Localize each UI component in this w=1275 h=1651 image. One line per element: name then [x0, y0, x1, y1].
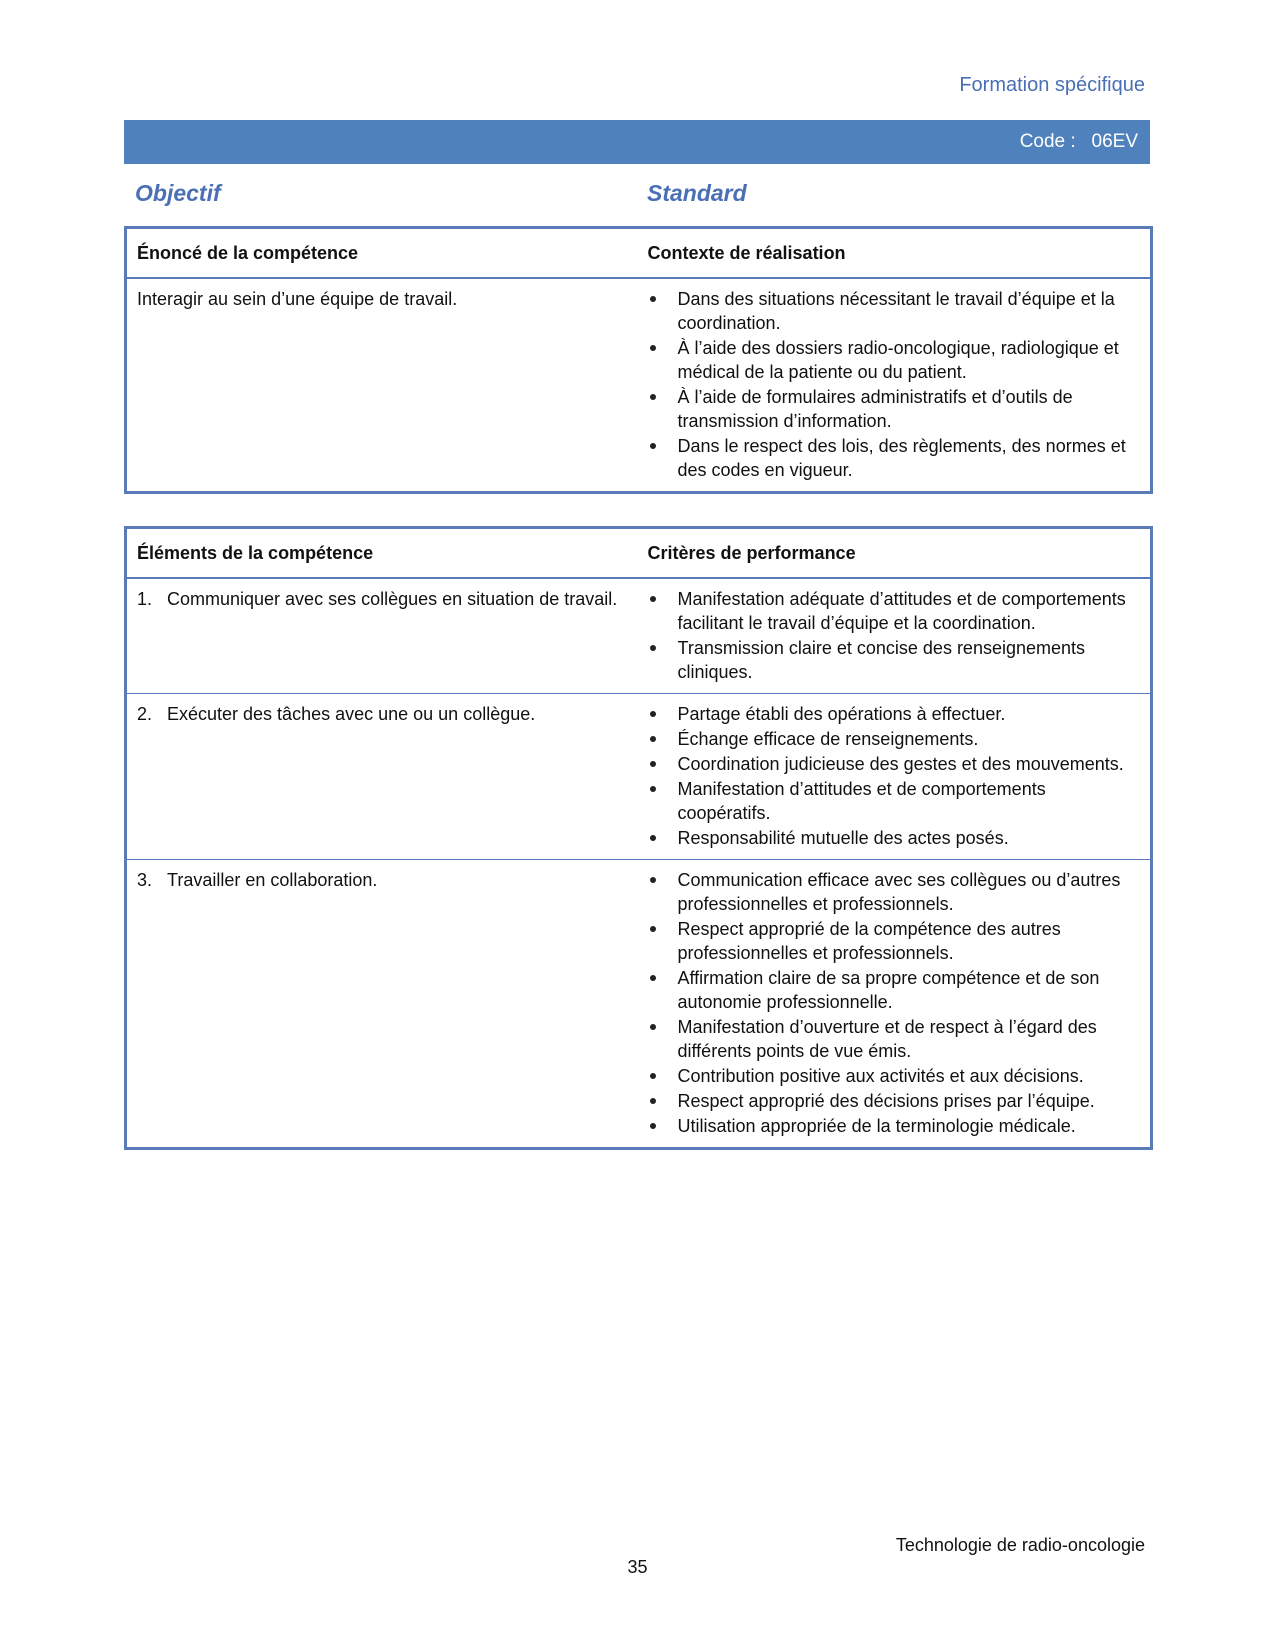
standard-heading: Standard	[647, 180, 747, 206]
criteria-item: Communication efficace avec ses collègues ou d’autres professionnelles et professionnels.	[648, 868, 1141, 916]
context-item: Dans des situations nécessitant le travail d’équipe et la coordination.	[648, 287, 1141, 335]
context-cell	[638, 278, 1152, 493]
criteria-item: Transmission claire et concise des renseignements cliniques.	[648, 636, 1141, 684]
table-row	[126, 694, 1152, 860]
competency-statement: Interagir au sein d’une équipe de travail.	[137, 289, 458, 309]
element-number: 2.	[137, 704, 153, 724]
context-list	[648, 287, 1141, 482]
criteria-item: Coordination judicieuse des gestes et des mouvements.	[648, 752, 1141, 776]
code-bar	[124, 120, 1150, 164]
objective-heading: Objectif	[135, 180, 221, 206]
context-item: À l’aide des dossiers radio-oncologique, radiologique et médical de la patiente ou du patient.	[648, 336, 1141, 384]
criteria-item: Manifestation adéquate d’attitudes et de comportements facilitant le travail d’équipe et la coordination.	[648, 587, 1141, 635]
context-item: Dans le respect des lois, des règlements, des normes et des codes en vigueur.	[648, 434, 1141, 482]
element-number: 1.	[137, 589, 153, 609]
code-label: Code : 06EV	[1019, 131, 1138, 152]
criteria-list	[648, 587, 1141, 684]
statement-header: Énoncé de la compétence	[126, 228, 638, 279]
criteria-item: Partage établi des opérations à effectuer.	[648, 702, 1141, 726]
context-item: À l’aide de formulaires administratifs et d’outils de transmission d’information.	[648, 385, 1141, 433]
elements-header: Éléments de la compétence	[126, 528, 638, 579]
criteria-item: Contribution positive aux activités et aux décisions.	[648, 1064, 1141, 1088]
criteria-list	[648, 868, 1141, 1138]
element-text: Exécuter des tâches avec une ou un collègue.	[167, 704, 536, 724]
criteria-item: Échange efficace de renseignements.	[648, 727, 1141, 751]
element-item	[137, 702, 628, 726]
criteria-item: Affirmation claire de sa propre compétence et de son autonomie professionnelle.	[648, 966, 1141, 1014]
criteria-item: Manifestation d’attitudes et de comportements coopératifs.	[648, 777, 1141, 825]
table-row	[126, 578, 1152, 694]
competency-table	[124, 226, 1153, 494]
element-text: Communiquer avec ses collègues en situation de travail.	[167, 589, 618, 609]
footer-program-name: Technologie de radio-oncologie	[895, 1535, 1145, 1555]
criteria-list	[648, 702, 1141, 850]
table-row	[126, 860, 1152, 1149]
element-text: Travailler en collaboration.	[167, 870, 378, 890]
criteria-item: Responsabilité mutuelle des actes posés.	[648, 826, 1141, 850]
criteria-header: Critères de performance	[638, 528, 1152, 579]
criteria-item: Utilisation appropriée de la terminologie médicale.	[648, 1114, 1141, 1138]
page-number: 35	[627, 1557, 648, 1577]
elements-table	[124, 526, 1153, 1150]
program-header: Formation spécifique	[959, 74, 1145, 96]
element-item	[137, 868, 628, 892]
criteria-item: Manifestation d’ouverture et de respect à l’égard des différents points de vue émis.	[648, 1015, 1141, 1063]
element-item	[137, 587, 628, 611]
criteria-item: Respect approprié de la compétence des autres professionnelles et professionnels.	[648, 917, 1141, 965]
context-header: Contexte de réalisation	[638, 228, 1152, 279]
element-number: 3.	[137, 870, 153, 890]
section-headings	[135, 180, 1145, 210]
criteria-item: Respect approprié des décisions prises par l’équipe.	[648, 1089, 1141, 1113]
